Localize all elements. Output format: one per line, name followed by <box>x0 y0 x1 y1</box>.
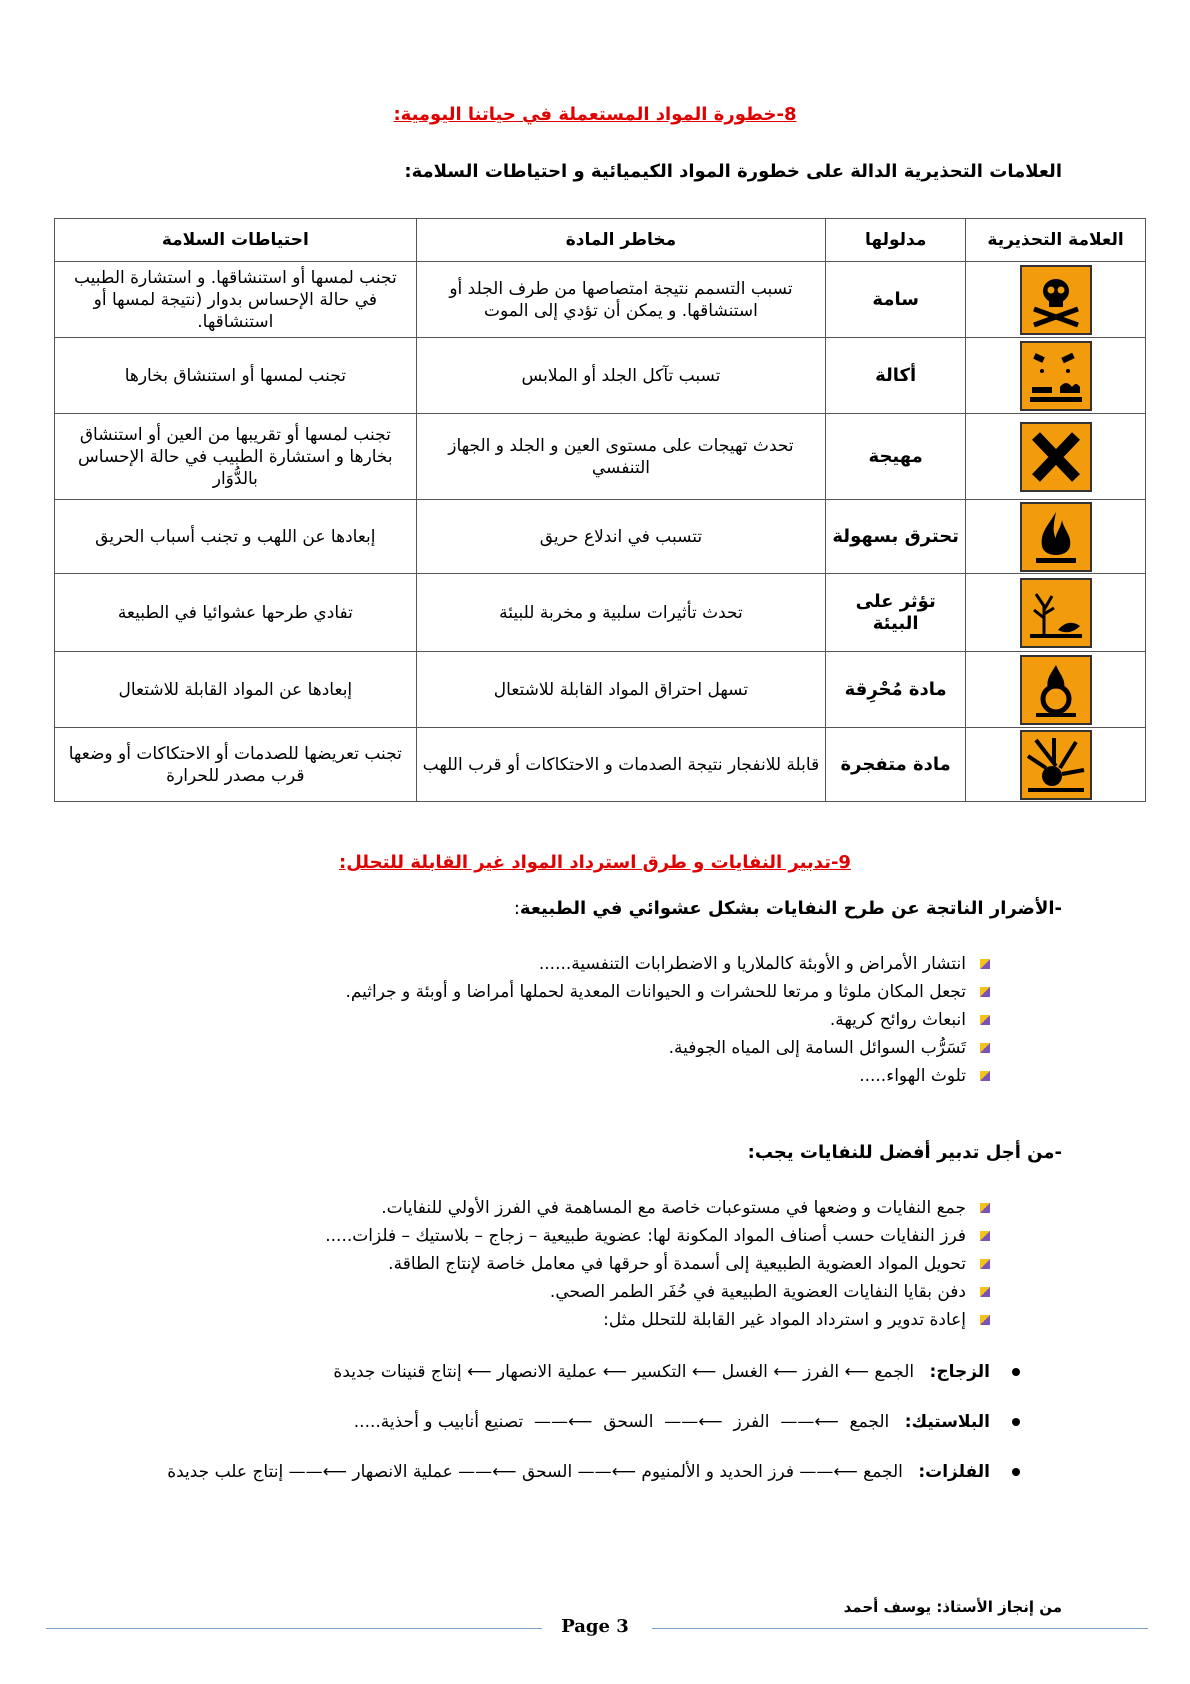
safety-cell: إبعادها عن اللهب و تجنب أسباب الحريق <box>55 500 417 574</box>
header-meaning: مدلولها <box>826 219 966 262</box>
safety-cell: تفادي طرحها عشوائيا في الطبيعة <box>55 574 417 652</box>
symbol-cell <box>966 728 1146 802</box>
table-row <box>55 500 1146 574</box>
chain-step: الجمع <box>874 1362 915 1382</box>
meaning-cell: مادة مُحْرِقة <box>826 652 966 728</box>
irritant-x-icon <box>1020 422 1092 492</box>
safety-cell: تجنب لمسها أو استنشاقها. و استشارة الطبيب في حالة الإحساس بدوار (نتيجة لمسها أو استنشاقها. <box>55 262 417 338</box>
meaning-cell: مهيجة <box>826 414 966 500</box>
page-number: Page 3 <box>561 1616 629 1637</box>
risk-cell: تسبب التسمم نتيجة امتصاصها من طرف الجلد أو استنشاقها. و يمكن أن تؤدي إلى الموت <box>416 262 826 338</box>
symbol-cell <box>966 652 1146 728</box>
symbol-cell <box>966 500 1146 574</box>
chain-step: السحق <box>603 1412 654 1432</box>
risk-cell: قابلة للانفجار نتيجة الصدمات و الاحتكاكات أو قرب اللهب <box>416 728 826 802</box>
chain-step: فرز الحديد و الألمنيوم <box>641 1462 794 1482</box>
section8-title: 8-خطورة المواد المستعملة في حياتنا اليومية: <box>393 104 797 125</box>
harms-heading-colon: : <box>513 898 520 919</box>
chain-step: الفرز <box>733 1412 770 1432</box>
table-row <box>55 728 1146 802</box>
table-header-row <box>55 219 1146 262</box>
meaning-cell: مادة متفجرة <box>826 728 966 802</box>
list-item: تجعل المكان ملوثا و مرتعا للحشرات و الحيوانات المعدية لحملها أمراضا و أوبئة و جراثيم. <box>345 978 990 1006</box>
harms-heading-bold: -الأضرار الناتجة عن طرح النفايات بشكل عشوائي في الطبيعة <box>519 898 1062 919</box>
bullet-dot <box>1012 1468 1020 1476</box>
header-safety: احتياطات السلامة <box>55 219 417 262</box>
risk-cell: تحدث تأثيرات سلبية و مخربة للبيئة <box>416 574 826 652</box>
chain-step: الجمع <box>849 1412 890 1432</box>
list-item: انتشار الأمراض و الأوبئة كالملاريا و الاضطرابات التنفسية...... <box>345 950 990 978</box>
symbol-cell <box>966 262 1146 338</box>
environment-hazard-icon <box>1020 578 1092 648</box>
table-row <box>55 652 1146 728</box>
list-item: فرز النفايات حسب أصناف المواد المكونة لها: عضوية طبيعية – زجاج – بلاستيك – فلزات..... <box>325 1222 990 1250</box>
meaning-cell: تؤثر على البيئة <box>826 574 966 652</box>
list-item: إعادة تدوير و استرداد المواد غير القابلة للتحلل مثل: <box>325 1306 990 1334</box>
toxic-skull-icon <box>1020 265 1092 335</box>
chain-step: إنتاج علب جديدة <box>167 1462 284 1482</box>
chain-step: إنتاج قنينات جديدة <box>333 1362 462 1382</box>
explosive-icon <box>1020 730 1092 800</box>
bullet-dot <box>1012 1418 1020 1426</box>
safety-cell: إبعادها عن المواد القابلة للاشتعال <box>55 652 417 728</box>
meaning-cell: سامة <box>826 262 966 338</box>
chain-label: الفلزات: <box>918 1462 990 1482</box>
bullet-dot <box>1012 1368 1020 1376</box>
chain-step: الفرز <box>803 1362 840 1382</box>
table-row <box>55 338 1146 414</box>
list-item: تلوث الهواء..... <box>345 1062 990 1090</box>
meaning-cell: أكالة <box>826 338 966 414</box>
list-item: تحويل المواد العضوية الطبيعية إلى أسمدة أو حرقها في معامل خاصة لإنتاج الطاقة. <box>325 1250 990 1278</box>
section8-subtitle: العلامات التحذيرية الدالة على خطورة المواد الكيميائية و احتياطات السلامة: <box>404 161 1062 182</box>
risk-cell: تحدث تهيجات على مستوى العين و الجلد و الجهاز التنفسي <box>416 414 826 500</box>
corrosive-icon <box>1020 341 1092 411</box>
oxidizer-flame-circle-icon <box>1020 655 1092 725</box>
management-heading: -من أجل تدبير أفضل للنفايات يجب: <box>747 1142 1062 1163</box>
harms-list <box>345 950 990 1090</box>
risk-cell: تتسبب في اندلاع حريق <box>416 500 826 574</box>
list-item: انبعاث روائح كريهة. <box>345 1006 990 1034</box>
chain-step: عملية الانصهار <box>496 1362 598 1382</box>
table-row <box>55 414 1146 500</box>
symbol-cell <box>966 414 1146 500</box>
management-list <box>325 1194 990 1334</box>
chain-label: البلاستيك: <box>904 1412 990 1432</box>
header-symbol: العلامة التحذيرية <box>966 219 1146 262</box>
table-row <box>55 574 1146 652</box>
safety-cell: تجنب لمسها أو تقريبها من العين أو استنشاق بخارها و استشارة الطبيب في حالة الإحساس بالدُّوَار <box>55 414 417 500</box>
chain-step: تصنيع أنابيب و أحذية..... <box>353 1412 524 1432</box>
chain-step: السحق <box>521 1462 573 1482</box>
safety-cell: تجنب لمسها أو استنشاق بخارها <box>55 338 417 414</box>
chain-step: الجمع <box>863 1462 903 1482</box>
risk-cell: تسهل احتراق المواد القابلة للاشتعال <box>416 652 826 728</box>
header-risk: مخاطر المادة <box>416 219 826 262</box>
list-item: جمع النفايات و وضعها في مستوعبات خاصة مع المساهمة في الفرز الأولي للنفايات. <box>325 1194 990 1222</box>
hazard-table <box>54 218 1146 802</box>
meaning-cell: تحترق بسهولة <box>826 500 966 574</box>
glass-chain: الزجاج: الجمع ⟵ الفرز ⟵ الغسل ⟵ التكسير ⟵ عملية الانصهار ⟵ إنتاج قنينات جديدة <box>333 1362 1020 1382</box>
list-item: دفن بقايا النفايات العضوية الطبيعية في حُفَر الطمر الصحي. <box>325 1278 990 1306</box>
symbol-cell <box>966 338 1146 414</box>
safety-cell: تجنب تعريضها للصدمات أو الاحتكاكات أو وضعها قرب مصدر للحرارة <box>55 728 417 802</box>
table-row <box>55 262 1146 338</box>
risk-cell: تسبب تآكل الجلد أو الملابس <box>416 338 826 414</box>
footer-author: من إنجاز الأستاذ: يوسف أحمد <box>843 1598 1062 1616</box>
metals-chain: الفلزات: الجمع ⟵—— فرز الحديد و الألمنيوم ⟵—— السحق ⟵—— عملية الانصهار ⟵—— إنتاج علب جديدة <box>167 1462 1020 1482</box>
section9-title: 9-تدبير النفايات و طرق استرداد المواد غير القابلة للتحلل: <box>339 852 851 873</box>
chain-step: عملية الانصهار <box>352 1462 453 1482</box>
symbol-cell <box>966 574 1146 652</box>
chain-label: الزجاج: <box>929 1362 990 1382</box>
flammable-flame-icon <box>1020 502 1092 572</box>
chain-step: التكسير <box>632 1362 687 1382</box>
chain-step: الغسل <box>721 1362 768 1382</box>
list-item: تَسَرُّب السوائل السامة إلى المياه الجوفية. <box>345 1034 990 1062</box>
harms-heading <box>514 898 1062 919</box>
plastic-chain: البلاستيك: الجمع ⟵—— الفرز ⟵—— السحق ⟵—— تصنيع أنابيب و أحذية..... <box>354 1412 1020 1432</box>
